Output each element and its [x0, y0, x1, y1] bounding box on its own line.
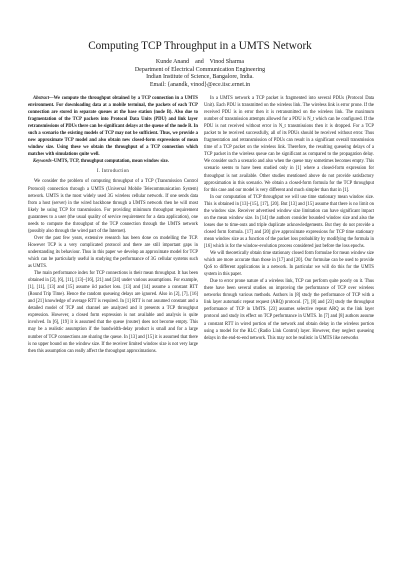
left-column — [28, 95, 198, 555]
author-institute: Indian Institute of Science, Bangalore, India. — [146, 74, 254, 81]
keywords-label: Keywords — [33, 159, 52, 165]
right-paragraph-4: Due to error prone nature of a wireless link, TCP can perform quite poorly on it. Thus there have been several studies on improving the performance of TCP over wireless networks through various methods. Authors in [8] study the performance of TCP with a link layer automatic repeat request (ARQ) protocol. [7], [8] and [23] study the throughput performance of TCP in UMTS. [23] assumes selective repeat ARQ as the link layer protocol and study its effect on TCP performance in UMTS. In [7] and [8] authors assume a constant RTT in wired portion of the network and obtain delay in the wireless portion using a model for the RLC (Radio Link Control) layer. However, they neglect queueing delays in the end-to-end network. This may not be realistic in UMTS like networks — [204, 279, 374, 341]
author-department: Department of Electrical Communication Engineering — [134, 66, 266, 73]
right-column — [204, 95, 374, 555]
intro-paragraph-2: Over the past few years, extensive research has been done on modelling the TCP. However TCP is a very complicated protocol and there are still important gaps in understanding its behaviour. Thus in this paper we develop an approximate model for TCP which can be particularly useful in studying the performance of 3G cellular systems such as UMTS. — [28, 235, 198, 270]
intro-paragraph-3: The main performance index for TCP connections is their mean throughput. It has been obtained in [2], [6], [11], [13]–[16], [21] and [24] under various assumptions. For example, [1], [11], [13] and [15] assume iid packet loss. [13] and [14] assume a constant RTT (Round Trip Time). Hence the random queueing delays are ignored. Also in [2], [7], [16] and [21] knowledge of average RTT is required. In [1] RTT is not assumed constant and a detailed model of TCP and channel are analyzed and it presents a TCP throughput expression. However, a closed form expression is not available and analysis is quite involved. In [6], [19] it is assumed that the queue (router) does not become empty. This may be a realistic assumption if the bandwidth-delay product is small and for a large number of TCP connections are sharing the queue. In [13] and [15] it is assumed that there is no upper bound on the window size. If the receiver limited window size is not very large then this assumption can really affect the throughput approximations. — [28, 271, 198, 354]
right-paragraph-3: We will theoretically obtain time stationary closed form formulae for mean window size which are more accurate than those in [17] and [20]. Our formulae can be used to provide QoS to different applications in a network. In particular we will do this for the UMTS system in this paper. — [204, 251, 374, 278]
keywords — [28, 158, 198, 165]
right-paragraph-2: In our computation of TCP throughput we will use time stationary mean window size. This is obtained in [13]–[15], [17], [20]. But [13] and [15] assume that there is no limit on the window size. Receiver advertised window size limitation can have significant impact on the mean window size. In [14] the authors consider bounded window size and also the losses due to time-outs and triple duplicate acknowledgements. But they do not provide a closed form formula. [17] and [20] give approximate expressions for TCP time stationary mean window size as a function of the packet loss probability by modifying the formula in [16] which is for the window-evolution process considered just before the loss epochs. — [204, 194, 374, 249]
author-names: Kunde Anand and Vinod Sharma — [155, 59, 245, 65]
abstract-label: Abstract— — [33, 96, 54, 101]
author-email: Email: {anandk, vinod}@ece.iisc.ernet.in — [149, 81, 251, 88]
paper-title: Computing TCP Throughput in a UMTS Network — [88, 40, 312, 52]
right-paragraph-1: In a UMTS network a TCP packet is fragmented into several PDUs (Protocol Data Unit). Each PDU is transmitted on the wireless link. The wireless link is error prone. If the received PDU is in error then it is retransmitted on the wireless link. The maximum number of transmission attempts allowed for a PDU is N_t which can be configured. If the PDU is not received without error in N_t transmissions then it is dropped. For a TCP packet to be received successfully, all of its PDUs should be received without error. Thus fragmentation and retransmission of PDUs can result in a significant overall transmission time of a TCP packet on the wireless link. Therefore, the resulting queueing delays of a TCP packet in the wireless queue can be significant as compared to the propagation delay. We consider such a scenario and also when the queue may sometimes becomes empty. This scenario seems to have been studied only in [1] where a closed-form expression for throughput is not available. Other studies mentioned above do not provide satisfactory approximation in this scenario. We obtain a closed-form formula for the TCP throughput for this case and our model is very different and much simpler than that in [1]. — [204, 96, 374, 193]
intro-paragraph-1: We consider the problem of computing throughput of a TCP (Transmission Control Protocol) connection through a UMTS (Universal Mobile Telecommunication System) network. UMTS is the most widely used 3G wireless cellular network. If one sends data from a host (server) in the wired backbone through a UMTS network then he will most likely be using TCP for transmission. For providing minimum throughput requirement guarantees to a user (the usual quality of service requirement for a data application), one needs to compute the throughput of the TCP connection through the UMTS network (possibly also through the wired part of the Internet). — [28, 179, 198, 234]
abstract — [28, 95, 198, 158]
author-block — [0, 59, 400, 89]
abstract-body: We compute the throughput obtained by a TCP connection in a UMTS environment. For downloading data at a mobile terminal, the packets of each TCP connection are stored in separate queues at the base station (node B). Also due to fragmentation of the TCP packets into Protocol Data Units (PDU) and link layer retransmissions of PDUs there can be significant delays at the queue of the node B. In such a scenario the existing models of TCP may not be sufficient. Thus, we provide a new approximate TCP model and also obtain new closed-form expressions of mean window size. Using these we obtain the throughput of a TCP connection which matches with simulations quite well. — [28, 96, 198, 158]
section-heading-introduction: I. Introduction — [96, 169, 130, 175]
keywords-body: –UMTS, TCP, throughput computation, mean window size. — [51, 159, 169, 165]
